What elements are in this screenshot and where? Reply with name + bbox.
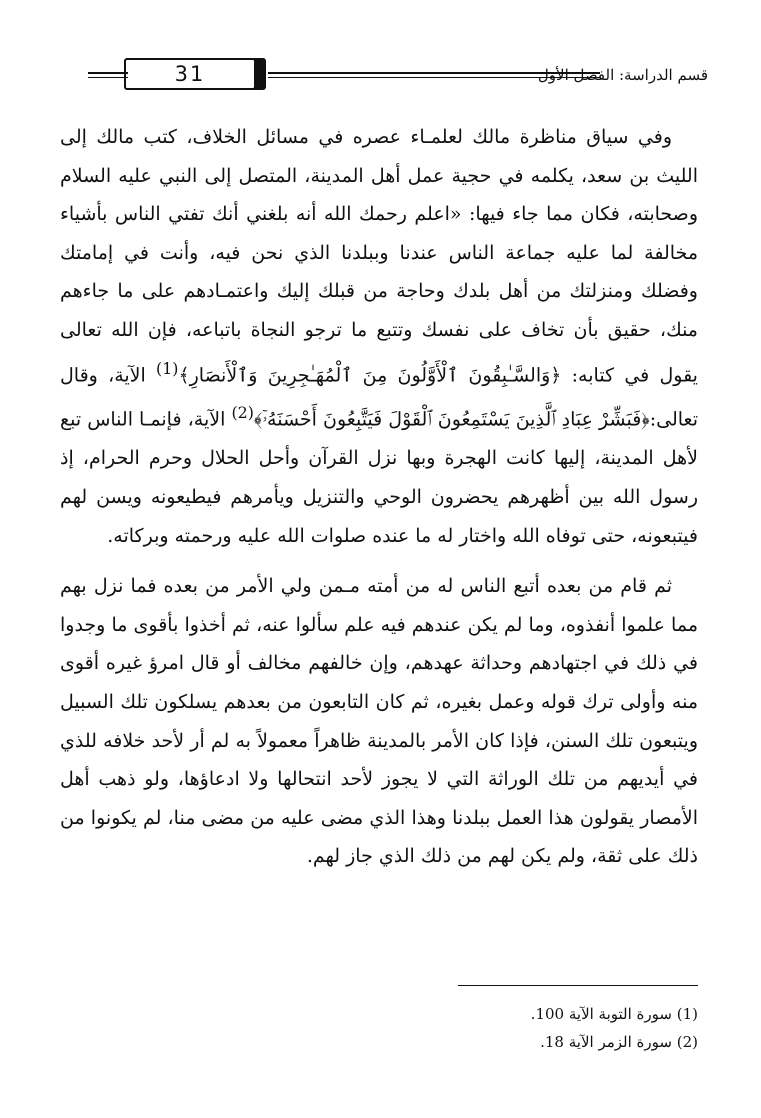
footnote-marker-1: (1): [156, 358, 179, 378]
page-header: [88, 58, 708, 94]
main-text: [60, 118, 698, 876]
paragraph-1-text: وفي سياق مناظرة مالك لعلمـاء عصره في مسائل الخلاف، كتب مالك إلى الليث بن سعد، يكلمه في حجية عمل أهل المدينة، المتصل إلى النبي عليه السلام وصحابته، فكان مما جاء فيها: «اعلم رحمك الله أنه بلغني أنك تفتي الناس بأشياء مخالفة لما عليه جماعة الناس عندنا وببلدنا الذي نحن فيه، وأنت في إمامتك وفضلك ومنزلتك من أهل بلدك وحاجة من قبلك إليك واعتمـادهم على ما جاءهم منك، حقيق بأن تخاف على نفسك وتتبع ما ترجو النجاة باتباعه، فإن الله تعالى يقول في كتابه:: [60, 126, 698, 386]
footnote-1: (1) سورة التوبة الآية 100.: [530, 1005, 698, 1023]
paragraph-1-end: الآية، فإنمـا الناس تبع لأهل المدينة، إليها كانت الهجرة وبها نزل القرآن وأحل الحلال وحرم الحرام، إذ رسول الله بين أظهرهم يحضرون الوحي والتنزيل ويأمرهم فيطيعونه ويسن لهم فيتبعونه، حتى توفاه الله واختار له ما عنده صلوات الله عليه ورحمته وبركاته.: [60, 408, 698, 547]
header-rule-left-thin: [88, 77, 128, 78]
page-number-box-accent: [254, 58, 266, 90]
quran-verse-2: ﴿فَبَشِّرْ عِبَادِ ٱلَّذِينَ يَسْتَمِعُونَ ٱلْقَوْلَ فَيَتَّبِعُونَ أَحْسَنَهُۥٓ﴾: [253, 408, 650, 431]
paragraph-2: ثم قام من بعده أتبع الناس له من أمته مـمن ولي الأمر من بعده فما نزل بهم مما علموا أنفذوه، وما لم يكن عندهم فيه علم سألوا عنه، ثم أخذوا بأقوى ما وجدوا في ذلك في اجتهادهم وحداثة عهدهم، وإن خالفهم مخالف أو قال امرؤ غيره أقوى منه وأولى ترك قوله وعمل بغيره، ثم كان التابعون من بعدهم يسلكون تلك السبيل ويتبعون تلك السنن، فإذا كان الأمر بالمدينة ظاهراً معمولاً به لم أر لأحد خلافه للذي في أيديهم من تلك الوراثة التي لا يجوز لأحد انتحالها ولا ادعاؤها، ولو ذهب أهل الأمصار يقولون هذا العمل ببلدنا وهذا الذي مضى عليه من مضى منا، لم يكونوا من ذلك على ثقة، ولم يكن لهم من ذلك الذي جاز لهم.: [60, 575, 698, 868]
footnote-marker-2: (2): [231, 403, 254, 423]
page-number: 31: [124, 58, 256, 90]
running-title: قسم الدراسة: الفصل الأول: [537, 66, 708, 84]
quran-verse-1: ﴿وَالسَّـٰبِقُونَ ٱلْأَوَّلُونَ مِنَ ٱلْمُهَـٰجِرِينَ وَٱلْأَنصَارِ﴾: [178, 363, 562, 386]
footnote-separator: [458, 985, 698, 986]
paragraph-1-continued: الآية، وقال تعالى:: [60, 363, 698, 431]
footnote-2: (2) سورة الزمر الآية 18.: [540, 1033, 698, 1051]
footnotes: [400, 1000, 698, 1056]
header-rule-left: [88, 72, 128, 74]
paragraph-1: [60, 118, 698, 555]
